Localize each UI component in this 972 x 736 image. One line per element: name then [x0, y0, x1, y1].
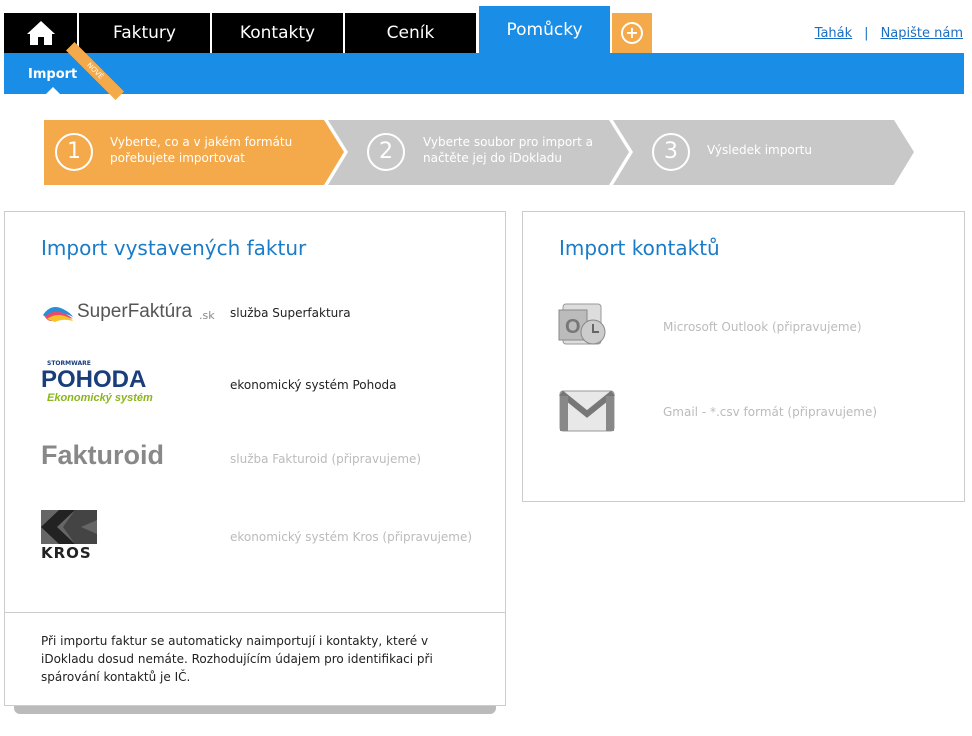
tab-faktury[interactable]: Faktury: [79, 13, 210, 53]
home-icon: [26, 20, 56, 46]
superfaktura-logo[interactable]: [41, 300, 221, 326]
pohoda-wordmark: POHODA: [41, 366, 147, 393]
panel-divider: [5, 612, 505, 613]
step-1-text: Vyberte, co a v jakém formátu pořebujete importovat: [110, 135, 293, 165]
pohoda-logo[interactable]: [41, 360, 181, 408]
invoice-import-note: Při importu faktur se automaticky naimportují i kontakty, které v iDokladu dosud nemáte. Rozhodujícím údajem pro identifikaci při spárování kontaktů je IČ.: [41, 634, 433, 684]
new-badge: NOVÉ: [62, 53, 102, 93]
cheat-sheet-link[interactable]: Tahák: [814, 26, 853, 41]
active-caret: [46, 87, 60, 94]
step-3-text: Výsledek importu: [707, 143, 812, 157]
contact-import-panel: [522, 211, 965, 502]
pohoda-label[interactable]: ekonomický systém Pohoda: [230, 378, 397, 392]
step-2-number: 2: [367, 133, 405, 171]
fakturoid-logo: [41, 440, 181, 474]
kros-logo: [41, 510, 101, 564]
contact-panel-title: Import kontaktů: [559, 236, 720, 260]
step-3-number: 3: [652, 133, 690, 171]
contact-link[interactable]: Napište nám: [880, 26, 963, 41]
gmail-label: Gmail - *.csv formát (připravujeme): [663, 405, 878, 419]
tab-pomucky[interactable]: Pomůcky: [479, 6, 610, 53]
superfaktura-label[interactable]: služba Superfaktura: [230, 306, 351, 320]
step-2-text: Vyberte soubor pro import a načtěte jej do iDokladu: [423, 135, 593, 165]
subnav-import-label: Import: [28, 67, 78, 82]
pohoda-small-text: STORMWARE: [47, 360, 91, 367]
outlook-icon: [559, 300, 611, 350]
step-1-number: 1: [55, 133, 93, 171]
sub-nav: [4, 53, 964, 94]
kros-icon: [41, 510, 97, 544]
home-tab[interactable]: [4, 13, 77, 53]
svg-text:O: O: [565, 316, 581, 338]
kros-label: ekonomický systém Kros (připravujeme): [230, 530, 473, 544]
fakturoid-wordmark: Fakturoid: [41, 440, 165, 470]
tab-kontakty[interactable]: Kontakty: [212, 13, 343, 53]
tab-cenik[interactable]: Ceník: [345, 13, 476, 53]
import-steps: [44, 120, 914, 185]
superfaktura-icon: [41, 303, 75, 323]
add-button[interactable]: [612, 13, 652, 53]
top-links: [815, 26, 963, 41]
gmail-icon: [559, 390, 615, 432]
superfaktura-suffix: .sk: [199, 309, 215, 322]
pohoda-subtitle: Ekonomický systém: [47, 392, 153, 404]
kros-wordmark: KROS: [41, 544, 92, 562]
outlook-label: Microsoft Outlook (připravujeme): [663, 320, 862, 334]
invoice-panel-title: Import vystavených faktur: [41, 236, 307, 260]
invoice-import-panel: [4, 211, 506, 706]
subnav-import[interactable]: [4, 53, 105, 94]
plus-icon: +: [621, 22, 643, 44]
link-separator: |: [864, 26, 869, 41]
panel-shadow: [14, 706, 496, 714]
fakturoid-label: služba Fakturoid (připravujeme): [230, 452, 422, 466]
superfaktura-wordmark: SuperFaktúra: [77, 301, 193, 322]
